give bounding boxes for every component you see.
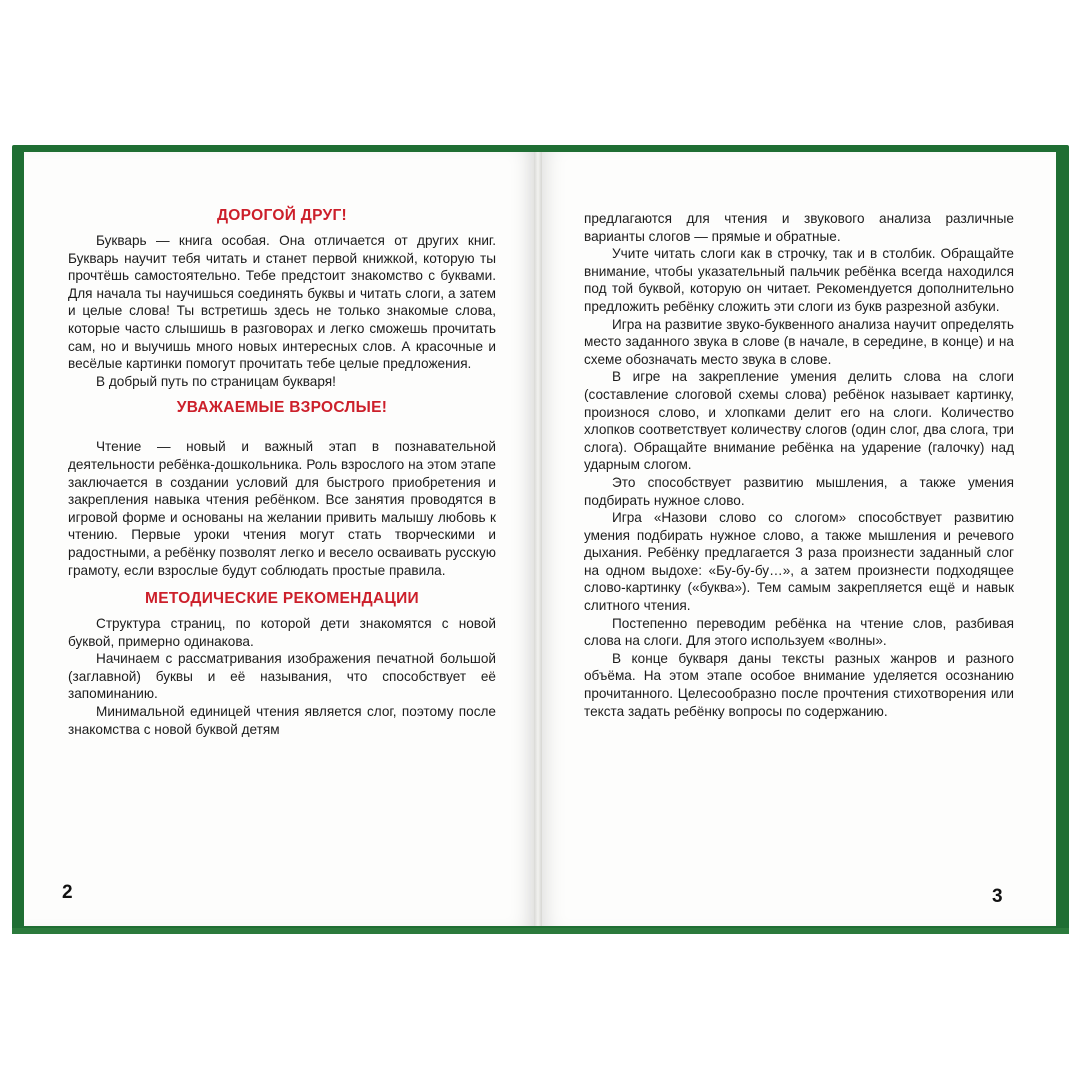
- paragraph: предлагаются для чтения и звукового анализа различные варианты слогов — прямые и обратные.: [584, 211, 1014, 244]
- paragraph: Начинаем с рассматривания изображения печатной большой (заглавной) буквы и её называния, что способствует её запоминанию.: [68, 651, 496, 702]
- book-cover-edge: [12, 928, 1069, 934]
- page-number-right: 3: [992, 886, 1003, 907]
- paragraph: Чтение — новый и важный этап в познавательной деятельности ребёнка-дошкольника. Роль взрослого на этом этапе заключается в создании условий для быстрого приобретения и закрепления навыка чтения ребёнком. Все занятия проводятся в игровой форме и основаны на желании привить малышу любовь к чтению. Первые уроки чтения могут стать творческими и радостными, а ребёнку позволят легко и весело осваивать русскую грамоту, если взрослые будут соблюдать простые правила.: [68, 439, 496, 578]
- paragraph: Учите читать слоги как в строчку, так и в столбик. Обращайте внимание, чтобы указательный пальчик ребёнка всегда находился под той буквой, которую он читает. Рекомендуется дополнительно предложить ребёнку сложить эти слоги из букв разрезной азбуки.: [584, 246, 1014, 314]
- paragraph: В добрый путь по страницам букваря!: [96, 373, 336, 389]
- heading-dear-friend: ДОРОГОЙ ДРУГ!: [216, 207, 348, 224]
- paragraph: Структура страниц, по которой дети знакомятся с новой буквой, примерно одинакова.: [68, 616, 496, 649]
- paragraph: Минимальной единицей чтения является слог, поэтому после знакомства с новой буквой детям: [68, 704, 496, 737]
- paragraph: Постепенно переводим ребёнка на чтение слов, разбивая слова на слоги. Для этого используем «волны».: [584, 615, 1014, 649]
- book-spine: [534, 152, 542, 926]
- left-page-text: [68, 206, 496, 738]
- paragraph: Букварь — книга особая. Она отличается от других книг. Букварь научит тебя читать и станет первой книжкой, которую ты прочтёшь самостоятельно. Тебе предстоит знакомство с буквами. Для начала ты научишься соединять буквы и читать слоги, а затем и целые слова! Ты встретишь здесь не только знакомые слова, которые часто слышишь в разговорах и легко сможешь прочитать сам, но и выучишь много новых интересных слов. А красочные и весёлые картинки помогут прочитать тебе целые предложения.: [68, 233, 496, 372]
- paragraph: Это способствует развитию мышления, а также умения подбирать нужное слово.: [584, 474, 1014, 508]
- paragraph: Игра «Назови слово со слогом» способствует развитию умения подбирать нужное слово, а также мышления и речевого дыхания. Ребёнку предлагается 3 раза произнести заданный слог на одном выдохе: «Бу-бу-бу…», а затем произнести подходящее слово-картинку («буква»). Тем самым закрепляется ещё и навык слитного чтения.: [584, 510, 1014, 614]
- paragraph: В конце букваря даны тексты разных жанров и разного объёма. На этом этапе особое внимание уделяется осознанию прочитанного. Целесообразно после прочтения стихотворения или текста задать ребёнку вопросы по содержанию.: [584, 650, 1014, 719]
- right-page-text: [584, 210, 1014, 720]
- paragraph: В игре на закрепление умения делить слова на слоги (составление слоговой схемы слова) ребёнок называет картинку, произнося слово, и хлопками делит его на слоги. Количество хлопков соответствует количеству слогов (один слог, два слога, три слога). Обращайте внимание ребёнка на ударение (галочку) над ударным слогом.: [584, 369, 1014, 473]
- heading-method-recommendations: МЕТОДИЧЕСКИЕ РЕКОМЕНДАЦИИ: [144, 590, 419, 608]
- heading-dear-adults: УВАЖАЕМЫЕ ВЗРОСЛЫЕ!: [176, 399, 388, 417]
- page-number-left: 2: [62, 882, 73, 903]
- paragraph: Игра на развитие звуко-буквенного анализа научит определять место заданного звука в слове (в начале, в середине, в конце) и на схеме обозначать место звука в слове.: [584, 316, 1014, 367]
